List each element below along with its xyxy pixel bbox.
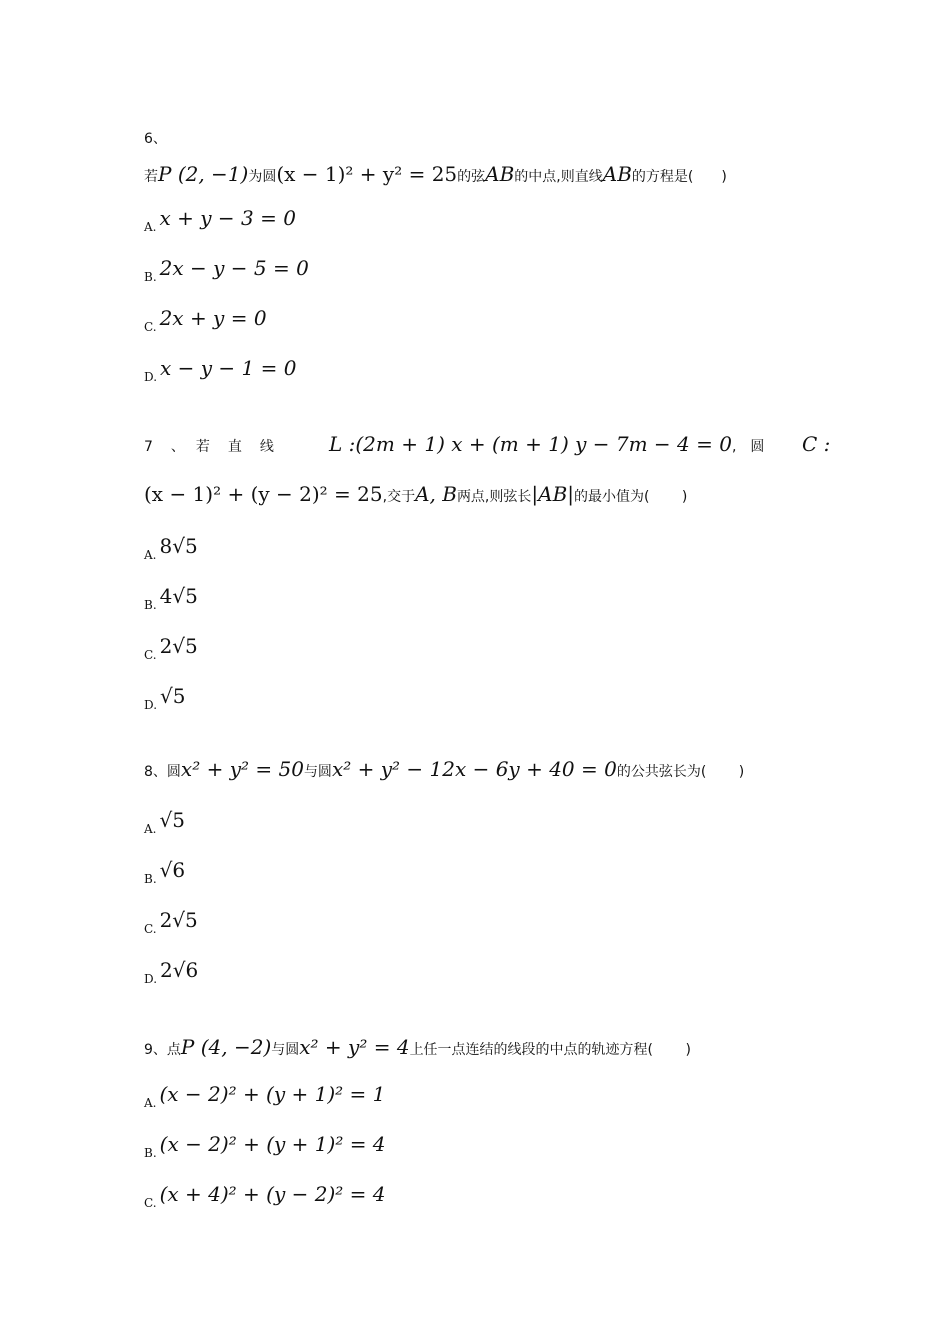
option-label: C. [144, 1196, 157, 1210]
option-text: 2√6 [160, 958, 199, 982]
q9-mid1: 与圆 [271, 1042, 300, 1058]
option-text: √5 [160, 684, 186, 708]
option-label: C. [144, 320, 157, 334]
question-9-number: 9、点 [144, 1042, 181, 1058]
q6-option-b [144, 256, 309, 284]
option-label: A. [144, 822, 157, 836]
option-label: A. [144, 1096, 157, 1110]
question-6-stem [144, 162, 727, 186]
q7-option-d [144, 684, 186, 712]
q9-option-c [144, 1182, 386, 1210]
q7-ab: A, B [415, 482, 457, 506]
option-label: D. [144, 370, 158, 384]
option-text: √5 [159, 808, 185, 832]
option-text: √6 [159, 858, 186, 882]
option-label: B. [144, 598, 157, 612]
question-7-stem-line2 [144, 482, 687, 506]
q7-circle: (x − 1)² + (y − 2)² = 25 [144, 482, 383, 506]
question-8-stem [144, 757, 744, 781]
q7-option-b [144, 584, 198, 612]
option-label: A. [144, 548, 157, 562]
q6-ab: AB [485, 162, 515, 186]
question-6-number: 6、 [144, 131, 167, 147]
q6-option-c [144, 306, 267, 334]
q6-option-d [144, 356, 297, 384]
q7-c: C : [801, 432, 831, 456]
q6-mid3: 的中点,则直线 [514, 169, 603, 185]
question-7-stem-line1 [144, 432, 831, 456]
option-text: (x − 2)² + (y + 1)² = 1 [159, 1082, 386, 1106]
option-text: 8√5 [159, 534, 198, 558]
option-label: D. [144, 698, 158, 712]
q7-mid3: 两点,则弦长 [456, 489, 532, 505]
option-text: (x + 4)² + (y − 2)² = 4 [159, 1182, 386, 1206]
question-9-stem [144, 1035, 691, 1059]
option-text: 4√5 [159, 584, 198, 608]
option-label: C. [144, 922, 157, 936]
option-text: 2√5 [159, 908, 198, 932]
q7-option-c [144, 634, 198, 662]
q9-circle: x² + y² = 4 [299, 1035, 410, 1059]
question-7-number: 7 、 若 直 线 [144, 439, 276, 455]
q9-suffix: 上任一点连结的线段的中点的轨迹方程( ) [409, 1042, 691, 1058]
q8-option-a [144, 808, 185, 836]
option-text: 2√5 [159, 634, 198, 658]
q6-circle: (x − 1)² + y² = 25 [276, 162, 458, 186]
q8-option-d [144, 958, 199, 986]
q8-mid1: 与圆 [303, 764, 332, 780]
q8-option-b [144, 858, 186, 886]
q9-option-b [144, 1132, 386, 1160]
q6-option-a [144, 206, 296, 234]
q7-line: L :(2m + 1) x + (m + 1) y − 7m − 4 = 0 [329, 432, 732, 456]
option-label: B. [144, 1146, 157, 1160]
q6-prefix: 若 [144, 169, 158, 185]
q7-abs: |AB| [531, 482, 575, 506]
q7-mid1: , 圆 [731, 439, 765, 455]
q8-circle2: x² + y² − 12x − 6y + 40 = 0 [331, 757, 617, 781]
option-text: x − y − 1 = 0 [160, 356, 297, 380]
q6-suffix: 的方程是( ) [631, 169, 727, 185]
q7-mid2: ,交于 [382, 489, 416, 505]
option-label: B. [144, 270, 157, 284]
q6-mid2: 的弦 [457, 169, 486, 185]
q9-point: P (4, −2) [180, 1035, 272, 1059]
q8-circle1: x² + y² = 50 [180, 757, 304, 781]
q8-suffix: 的公共弦长为( ) [616, 764, 745, 780]
q6-mid1: 为圆 [248, 169, 277, 185]
option-label: D. [144, 972, 158, 986]
q9-option-a [144, 1082, 386, 1110]
option-label: C. [144, 648, 157, 662]
option-text: 2x + y = 0 [159, 306, 267, 330]
option-text: x + y − 3 = 0 [159, 206, 296, 230]
option-label: B. [144, 872, 157, 886]
option-text: (x − 2)² + (y + 1)² = 4 [159, 1132, 386, 1156]
option-text: 2x − y − 5 = 0 [159, 256, 309, 280]
q7-suffix: 的最小值为( ) [574, 489, 688, 505]
option-label: A. [144, 220, 157, 234]
question-8-number: 8、圆 [144, 764, 181, 780]
q6-ab2: AB [602, 162, 632, 186]
q8-option-c [144, 908, 198, 936]
q7-option-a [144, 534, 198, 562]
q6-point: P (2, −1) [158, 162, 249, 186]
